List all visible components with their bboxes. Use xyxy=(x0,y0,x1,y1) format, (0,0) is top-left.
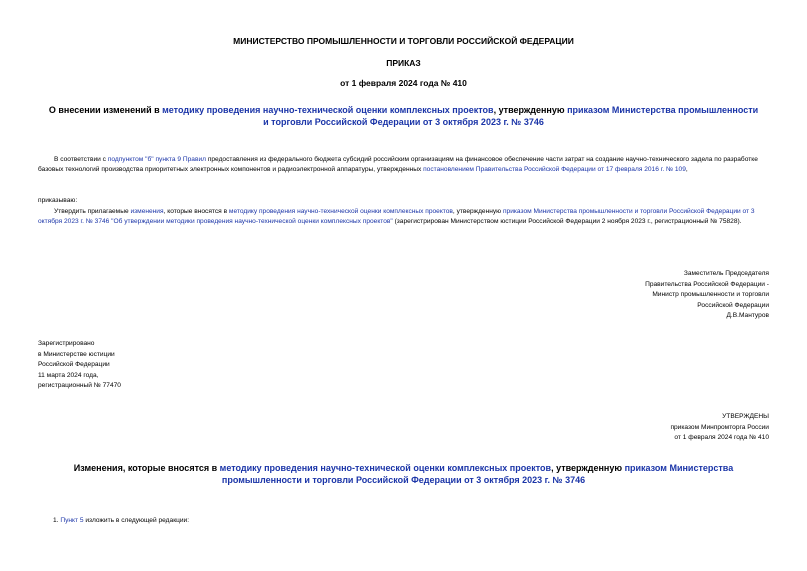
changes-title xyxy=(36,462,771,486)
order-3746-link[interactable]: приказом Министерства промышленности и торговли Российской Федерации от 3 октября 2023 г. № 3746 xyxy=(263,105,759,127)
resolution-109-link[interactable]: постановлением Правительства Российской Федерации от 17 февраля 2016 г. № 109 xyxy=(423,166,686,173)
preamble-text-3: , xyxy=(685,166,688,173)
title-text-1: О внесении изменений в xyxy=(48,105,163,115)
preamble-paragraph xyxy=(38,155,772,175)
approval-text-4: (зарегистрирован Министерством юстиции Российской Федерации 2 ноября 2023 г., регистрационный № 75828). xyxy=(392,218,742,225)
methodology-link-2[interactable]: методику проведения научно-технической оценки комплексных проектов xyxy=(228,208,453,215)
signature-line-2: Правительства Российской Федерации - xyxy=(645,280,769,288)
title-text-2: , утвержденную xyxy=(493,105,568,115)
item-text: изложить в следующей редакции: xyxy=(83,517,190,524)
doc-type-heading: ПРИКАЗ xyxy=(386,58,421,68)
changes-title-text-2: , утвержденную xyxy=(551,463,625,473)
preamble-text-2: предоставления из федерального бюджета субсидий российским организациям на финансовое обеспечение части затрат на создание научно-технического задела по разработке базовых технологий производства приоритетных электронных компонентов и радиоэлектронной аппаратуры, утвержденных xyxy=(38,156,758,173)
preamble-text-1: В соответствии с xyxy=(54,156,108,163)
ministry-heading: МИНИСТЕРСТВО ПРОМЫШЛЕННОСТИ И ТОРГОВЛИ РОССИЙСКОЙ ФЕДЕРАЦИИ xyxy=(233,36,574,46)
changes-title-text-1: Изменения, которые вносятся в xyxy=(73,463,220,473)
item-number: 1. xyxy=(53,517,61,524)
signature-block xyxy=(519,269,769,322)
signature-line-3: Министр промышленности и торговли xyxy=(652,291,769,298)
approval-paragraph xyxy=(38,207,772,227)
approved-line-2: приказом Минпромторга России xyxy=(670,423,769,431)
approval-text-3: , утвержденную xyxy=(452,208,503,215)
approval-text-2: , которые вносятся в xyxy=(163,208,229,215)
registration-block xyxy=(38,339,238,392)
registration-date: 11 марта 2024 года, xyxy=(38,371,99,379)
methodology-link-3[interactable]: методику проведения научно-технической оценки комплексных проектов xyxy=(219,463,552,473)
approved-line-1: УТВЕРЖДЕНЫ xyxy=(722,413,769,420)
signature-line-4: Российской Федерации xyxy=(697,301,769,309)
registration-line-2: в Министерстве юстиции xyxy=(38,350,115,358)
change-item-1 xyxy=(53,516,189,526)
order-word: приказываю: xyxy=(38,197,78,204)
doc-date-number: от 1 февраля 2024 года № 410 xyxy=(340,78,467,88)
subparagraph-link[interactable]: подпунктом "б" пункта 9 Правил xyxy=(107,156,206,163)
registration-line-3: Российской Федерации xyxy=(38,361,110,368)
approved-line-3: от 1 февраля 2024 года № 410 xyxy=(674,434,769,441)
changes-link[interactable]: изменения xyxy=(130,208,164,215)
signature-name: Д.В.Мантуров xyxy=(726,312,769,319)
registration-number: регистрационный № 77470 xyxy=(38,382,121,389)
order-3746-link-2[interactable]: приказом Министерства промышленности и торговли Российской Федерации от 3 октября 2023 г. № 3746 "Об утверждении методики проведения научно-технической оценки комплексных проектов" xyxy=(38,208,755,225)
signature-line-1: Заместитель Председателя xyxy=(683,270,769,277)
approved-block xyxy=(519,412,769,444)
methodology-link[interactable]: методику проведения научно-технической оценки комплексных проектов xyxy=(162,105,494,115)
order-title xyxy=(45,104,762,128)
registration-line-1: Зарегистрировано xyxy=(38,340,95,347)
point-5-link[interactable]: Пункт 5 xyxy=(60,517,84,524)
approval-text-1: Утвердить прилагаемые xyxy=(54,208,131,215)
order-3746-link-3[interactable]: приказом Министерства промышленности и торговли Российской Федерации от 3 октября 2023 г. № 3746 xyxy=(221,463,734,485)
